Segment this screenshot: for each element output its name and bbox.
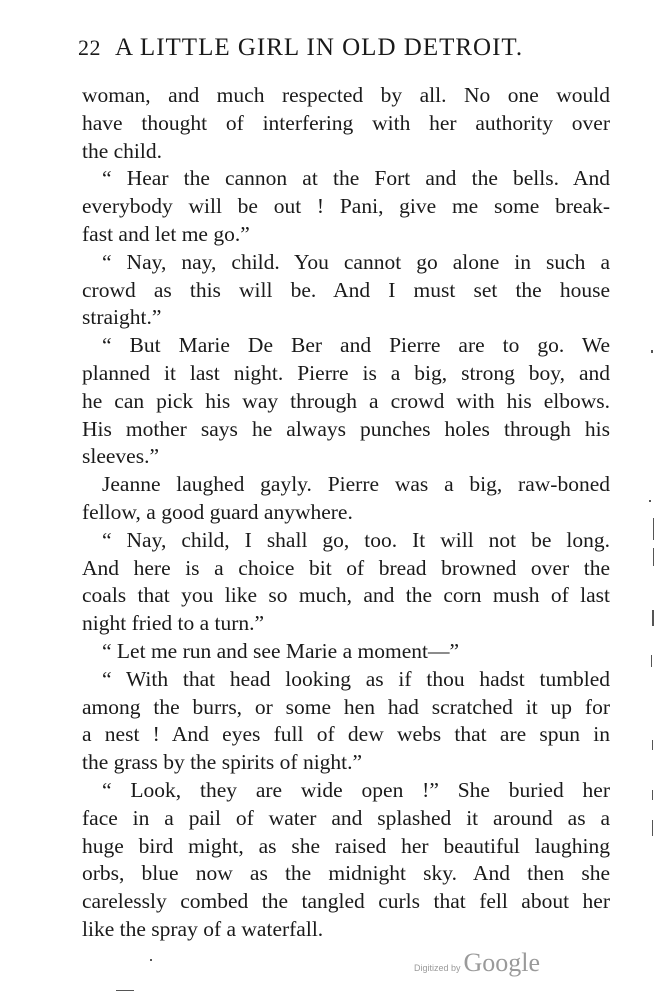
scan-speck xyxy=(649,500,651,502)
text-line: Jeanne laughed gayly. Pierre was a big, raw-boned xyxy=(102,472,610,497)
scan-speck xyxy=(652,820,653,836)
text-line: woman, and much respected by all. No one would xyxy=(82,83,610,107)
text-line: fellow, a good guard anywhere. xyxy=(82,499,353,524)
page-number: 22 xyxy=(78,35,101,60)
text-line: orbs, blue now as the midnight sky. And then she xyxy=(82,861,610,886)
text-line: the grass by the spirits of night.” xyxy=(82,750,363,775)
scan-speck xyxy=(653,548,654,566)
text-line: a nest ! And eyes full of dew webs that are spun in xyxy=(82,722,610,747)
book-title: A LITTLE GIRL IN OLD DETROIT. xyxy=(115,34,524,61)
scan-speck xyxy=(651,350,653,353)
scan-speck xyxy=(652,740,653,750)
text-line: “ Look, they are wide open !” She buried her xyxy=(102,777,610,802)
text-line: coals that you like so much, and the corn mush of last xyxy=(82,583,610,608)
watermark-brand: Google xyxy=(463,948,541,977)
text-line: have thought of interfering with her authority over xyxy=(82,110,610,135)
scan-speck xyxy=(652,790,653,800)
text-line: “ But Marie De Ber and Pierre are to go. We xyxy=(102,333,610,358)
text-line: “ Let me run and see Marie a moment—” xyxy=(102,638,459,663)
text-line: And here is a choice bit of bread browned over the xyxy=(82,555,610,580)
scan-speck xyxy=(150,959,152,961)
text-line: huge bird might, as she raised her beautiful laughing xyxy=(82,833,610,858)
text-line: straight.” xyxy=(82,305,162,330)
text-line: “ Nay, child, I shall go, too. It will not be long. xyxy=(102,527,610,552)
scan-speck xyxy=(653,518,654,540)
text-line: he can pick his way through a crowd with his elbows. xyxy=(82,388,610,413)
text-line: sleeves.” xyxy=(82,444,160,469)
scan-speck xyxy=(116,990,134,991)
text-line: night fried to a turn.” xyxy=(82,611,265,636)
watermark-prefix: Digitized by xyxy=(414,963,461,973)
text-line: everybody will be out ! Pani, give me some break- xyxy=(82,194,610,219)
scan-speck xyxy=(651,655,652,667)
text-line: like the spray of a waterfall. xyxy=(82,916,324,941)
body-text xyxy=(82,82,610,944)
digitized-watermark xyxy=(414,948,540,978)
text-line: “ Nay, nay, child. You cannot go alone in such a xyxy=(102,249,610,274)
scan-speck xyxy=(652,610,654,626)
text-line: planned it last night. Pierre is a big, strong boy, and xyxy=(82,360,610,385)
text-line: face in a pail of water and splashed it around as a xyxy=(82,805,610,830)
text-line: among the burrs, or some hen had scratched it up for xyxy=(82,694,610,719)
text-line: fast and let me go.” xyxy=(82,221,250,246)
text-line: the child. xyxy=(82,138,163,163)
text-line: carelessly combed the tangled curls that fell about her xyxy=(82,889,610,914)
running-head xyxy=(78,34,598,62)
text-line: His mother says he always punches holes through his xyxy=(82,416,610,441)
text-line: “ Hear the cannon at the Fort and the bells. And xyxy=(102,166,610,191)
text-line: “ With that head looking as if thou hadst tumbled xyxy=(102,666,610,691)
text-line: crowd as this will be. And I must set the house xyxy=(82,277,610,302)
